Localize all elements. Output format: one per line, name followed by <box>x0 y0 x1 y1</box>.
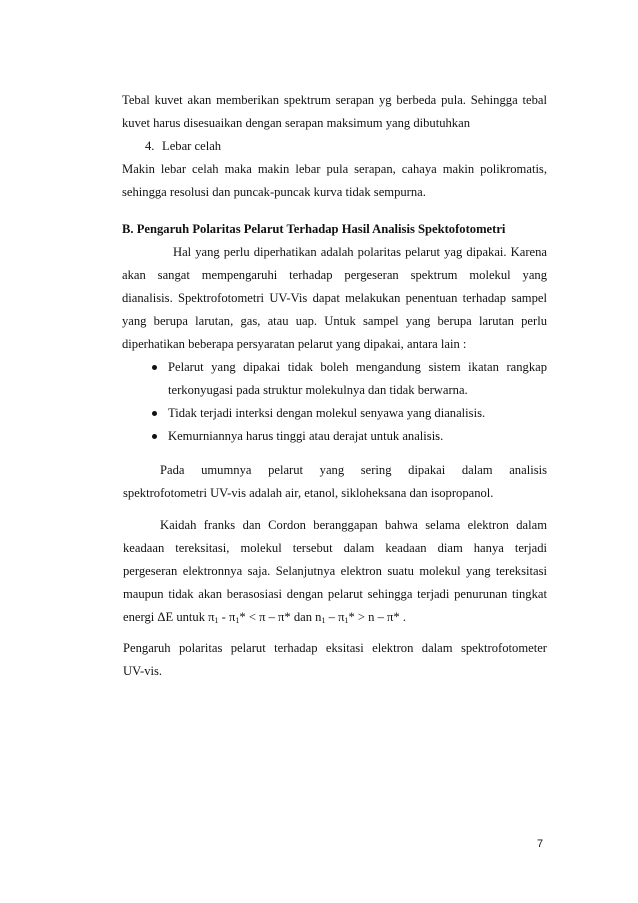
paragraph-line: pergeseran elektronnya saja. Selanjutnya elektron suatu molekul yang tereksitasi <box>123 564 547 578</box>
equation-text: – π <box>325 610 345 624</box>
word: Pada <box>160 463 185 477</box>
paragraph-line: dianalisis. Spektrofotometri UV-Vis dapat melakukan penentuan terhadap sampel <box>122 291 547 305</box>
word: umumnya <box>201 463 252 477</box>
word: dipakai <box>408 463 446 477</box>
paragraph-line: spektrofotometri UV-vis adalah air, etanol, sikloheksana dan isopropanol. <box>123 486 494 500</box>
subscript: 1 <box>235 616 240 625</box>
equation-text: * < π – π* dan n <box>239 610 322 624</box>
bullet-icon <box>152 434 157 439</box>
paragraph-line: sehingga resolusi dan puncak-puncak kurva tidak sempurna. <box>122 185 426 199</box>
subscript: 1 <box>344 616 349 625</box>
bullet-text: Kemurniannya harus tinggi atau derajat untuk analisis. <box>168 429 444 443</box>
paragraph-line: diperhatikan beberapa persyaratan pelarut yang dipakai, antara lain : <box>122 337 467 351</box>
subscript: 1 <box>321 616 326 625</box>
list-number: 4. <box>145 139 155 153</box>
word: pelarut <box>268 463 304 477</box>
paragraph-line: Hal yang perlu diperhatikan adalah polaritas pelarut yag dipakai. Karena <box>173 245 547 259</box>
paragraph-line: maupun tidak akan berasosiasi dengan pelarut sehingga terjadi penurunan tingkat <box>123 587 547 601</box>
paragraph-line: Tebal kuvet akan memberikan spektrum serapan yg berbeda pula. Sehingga tebal <box>122 93 547 107</box>
bullet-text: Tidak terjadi interksi dengan molekul senyawa yang dianalisis. <box>168 406 486 420</box>
equation-text: - π <box>218 610 236 624</box>
paragraph-line: keadaan tereksitasi, molekul tersebut dalam keadaan diam hanya terjadi <box>123 541 547 555</box>
paragraph-line: akan sangat mempengaruhi terhadap pergeseran spektrum molekul yang <box>122 268 547 282</box>
word: sering <box>360 463 392 477</box>
paragraph-line <box>160 462 547 478</box>
paragraph-line: kuvet harus disesuaikan dengan serapan maksimum yang dibutuhkan <box>122 116 470 130</box>
section-heading: B. Pengaruh Polaritas Pelarut Terhadap Hasil Analisis Spektofotometri <box>122 222 506 236</box>
bullet-text: terkonyugasi pada struktur molekulnya dan tidak berwarna. <box>168 383 468 397</box>
word: analisis <box>509 463 547 477</box>
paragraph-line: Kaidah franks dan Cordon beranggapan bahwa selama elektron dalam <box>160 518 547 532</box>
equation-text: energi ΔE untuk π <box>123 610 215 624</box>
paragraph-line: UV-vis. <box>123 664 163 678</box>
equation-text: * > n – π* . <box>348 610 406 624</box>
paragraph-line: Pengaruh polaritas pelarut terhadap eksitasi elektron dalam spektrofotometer <box>123 641 547 655</box>
bullet-text: Pelarut yang dipakai tidak boleh mengandung sistem ikatan rangkap <box>168 360 547 374</box>
word: dalam <box>461 463 493 477</box>
paragraph-line: yang berupa larutan, gas, atau uap. Untuk sampel yang berupa larutan perlu <box>122 314 547 328</box>
paragraph-line: Makin lebar celah maka makin lebar pula serapan, cahaya makin polikromatis, <box>122 162 547 176</box>
bullet-icon <box>152 365 157 370</box>
list-item-text: Lebar celah <box>162 139 222 153</box>
page-number: 7 <box>537 838 544 850</box>
subscript: 1 <box>214 616 219 625</box>
bullet-icon <box>152 411 157 416</box>
equation-line <box>123 609 406 627</box>
word: yang <box>319 463 345 477</box>
